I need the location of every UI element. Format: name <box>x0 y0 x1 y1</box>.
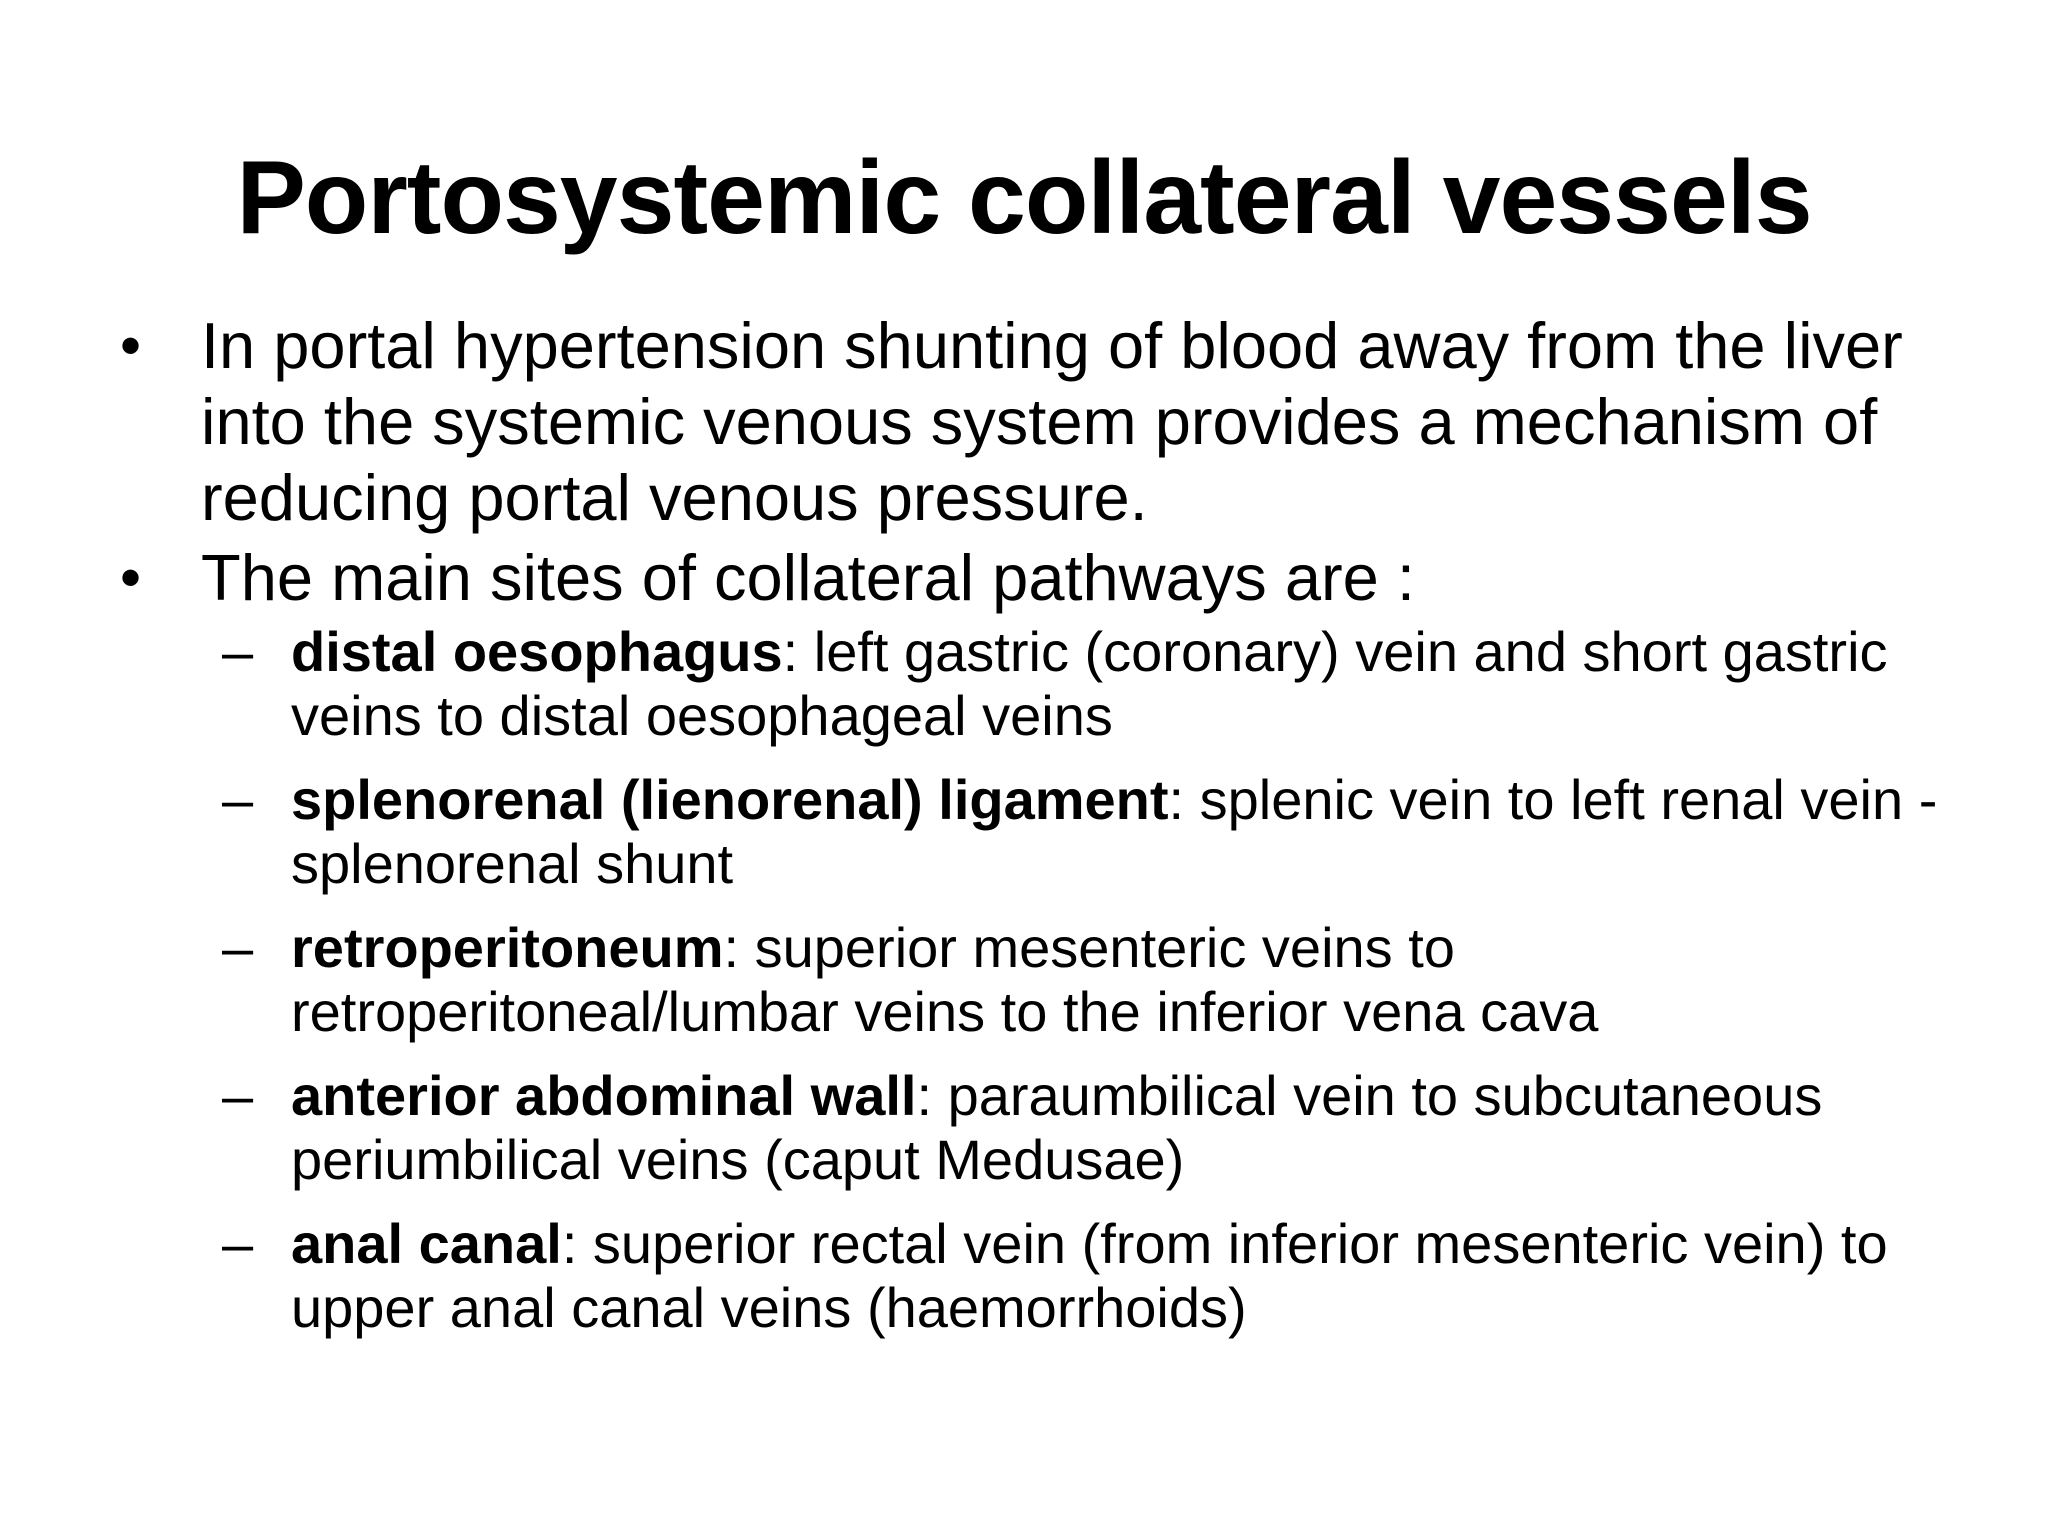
collateral-sites-list <box>0 620 2048 1340</box>
site-detail: : left gastric (coronary) vein and short gastric veins to distal oesophageal veins <box>291 620 1888 747</box>
dash-marker: – <box>222 620 254 683</box>
bullet-text: The main sites of collateral pathways are : <box>201 541 1415 614</box>
dash-marker: – <box>222 768 254 831</box>
site-item <box>0 916 2048 1044</box>
site-detail: : superior mesenteric veins to retroperitoneal/lumbar veins to the inferior vena cava <box>291 916 1599 1043</box>
slide-title: Portosystemic collateral vessels <box>236 140 1812 256</box>
bullet-marker: • <box>120 544 142 611</box>
site-term: anterior abdominal wall <box>291 1064 917 1127</box>
site-item <box>0 1212 2048 1340</box>
site-detail: : superior rectal vein (from inferior mesenteric vein) to upper anal canal veins (haemorrhoids) <box>291 1212 1888 1339</box>
site-item <box>0 1064 2048 1192</box>
site-detail: : splenic vein to left renal vein - splenorenal shunt <box>291 768 1938 895</box>
dash-marker: – <box>222 916 254 979</box>
site-item <box>0 620 2048 748</box>
bullet-item <box>0 540 2048 616</box>
bullet-item <box>0 308 2048 536</box>
site-term: retroperitoneum <box>291 916 724 979</box>
bullet-text: In portal hypertension shunting of blood away from the liver into the systemic venous system provides a mechanism of reducing portal venous pressure. <box>201 309 1903 534</box>
site-detail: : paraumbilical vein to subcutaneous periumbilical veins (caput Medusae) <box>291 1064 1823 1191</box>
site-term: distal oesophagus <box>291 620 783 683</box>
dash-marker: – <box>222 1064 254 1127</box>
site-term: anal canal <box>291 1212 562 1275</box>
bullet-marker: • <box>120 312 142 379</box>
dash-marker: – <box>222 1212 254 1275</box>
site-term: splenorenal (lienorenal) ligament <box>291 768 1169 831</box>
site-item <box>0 768 2048 896</box>
bullet-list <box>0 308 2048 1360</box>
